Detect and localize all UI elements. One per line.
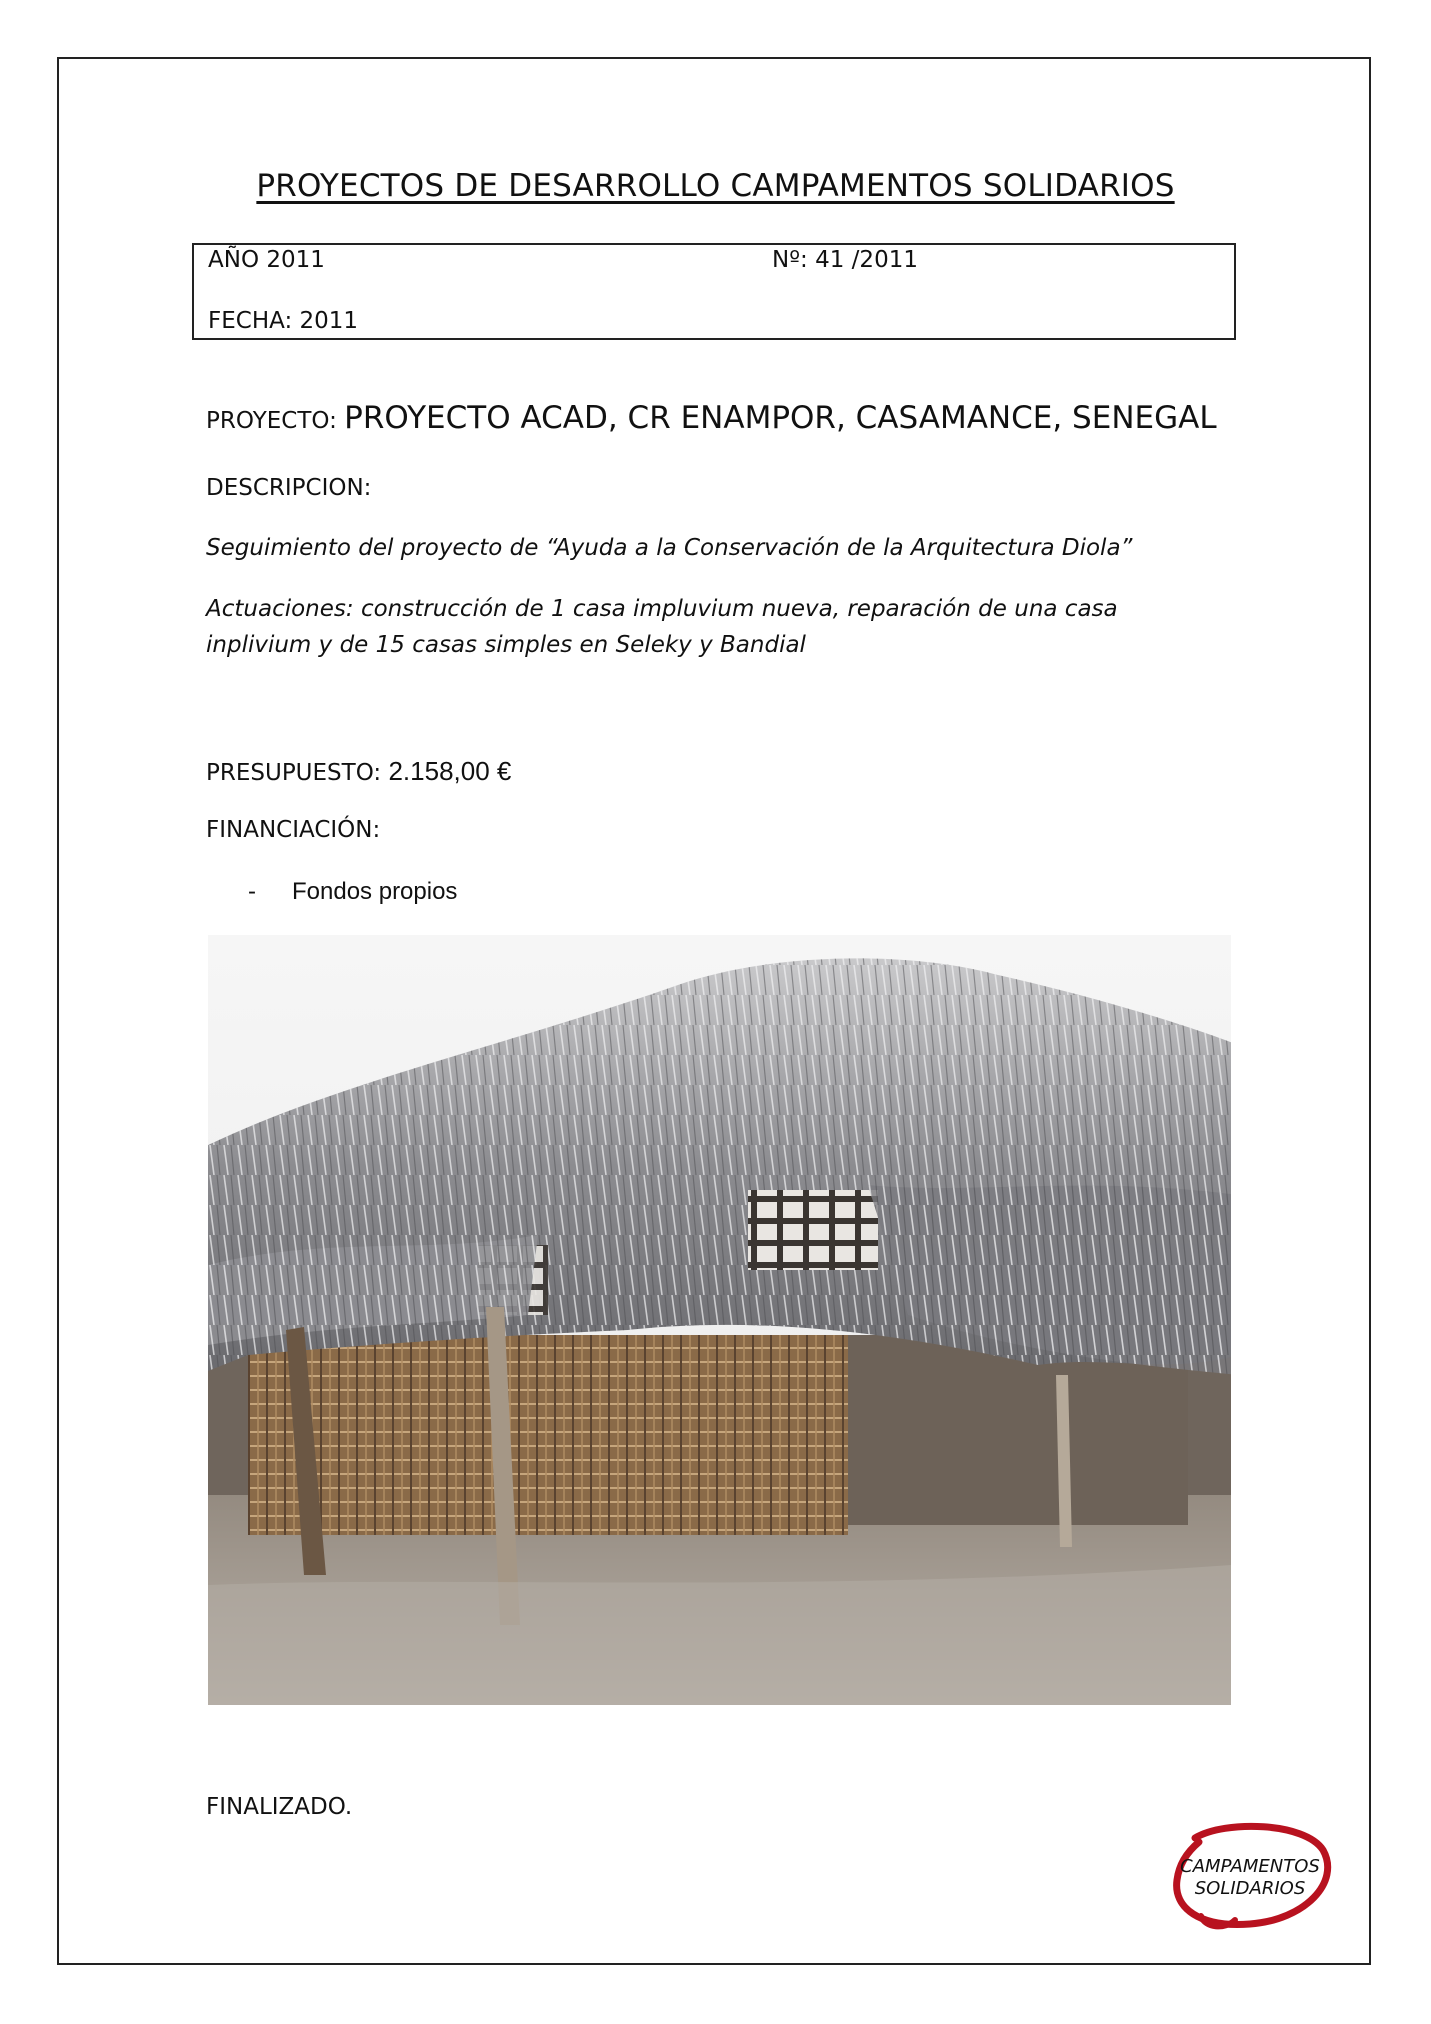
campamentos-solidarios-logo [1165, 1820, 1335, 1930]
financing-label: FINANCIACIÓN: [206, 817, 381, 843]
project-label: PROYECTO: [206, 408, 337, 434]
page-title: PROYECTOS DE DESARROLLO CAMPAMENTOS SOLIDARIOS [256, 168, 1175, 204]
status-text: FINALIZADO. [206, 1794, 353, 1820]
thatched-hut-photo [208, 935, 1231, 1705]
year-field: AÑO 2011 [208, 247, 325, 273]
funding-item: Fondos propios [292, 878, 458, 905]
description-label: DESCRIPCION: [206, 475, 372, 501]
info-box [192, 243, 1236, 340]
project-value: PROYECTO ACAD, CR ENAMPOR, CASAMANCE, SENEGAL [344, 400, 1217, 436]
budget-label: PRESUPUESTO: [206, 760, 382, 786]
description-line-1: Seguimiento del proyecto de “Ayuda a la Conservación de la Arquitectura Diola” [206, 535, 1133, 561]
description-line-3: inplivium y de 15 casas simples en Seleky y Bandial [206, 632, 806, 658]
description-line-2: Actuaciones: construcción de 1 casa impluvium nueva, reparación de una casa [206, 596, 1118, 622]
budget-line [206, 756, 511, 787]
logo-line-2: SOLIDARIOS [1194, 1878, 1306, 1899]
date-field: FECHA: 2011 [208, 308, 359, 334]
project-line [206, 400, 1217, 436]
list-bullet: - [248, 878, 256, 905]
logo-line-1: CAMPAMENTOS [1180, 1856, 1320, 1877]
budget-value: 2.158,00 € [388, 756, 512, 786]
number-field: Nº: 41 /2011 [772, 247, 918, 273]
